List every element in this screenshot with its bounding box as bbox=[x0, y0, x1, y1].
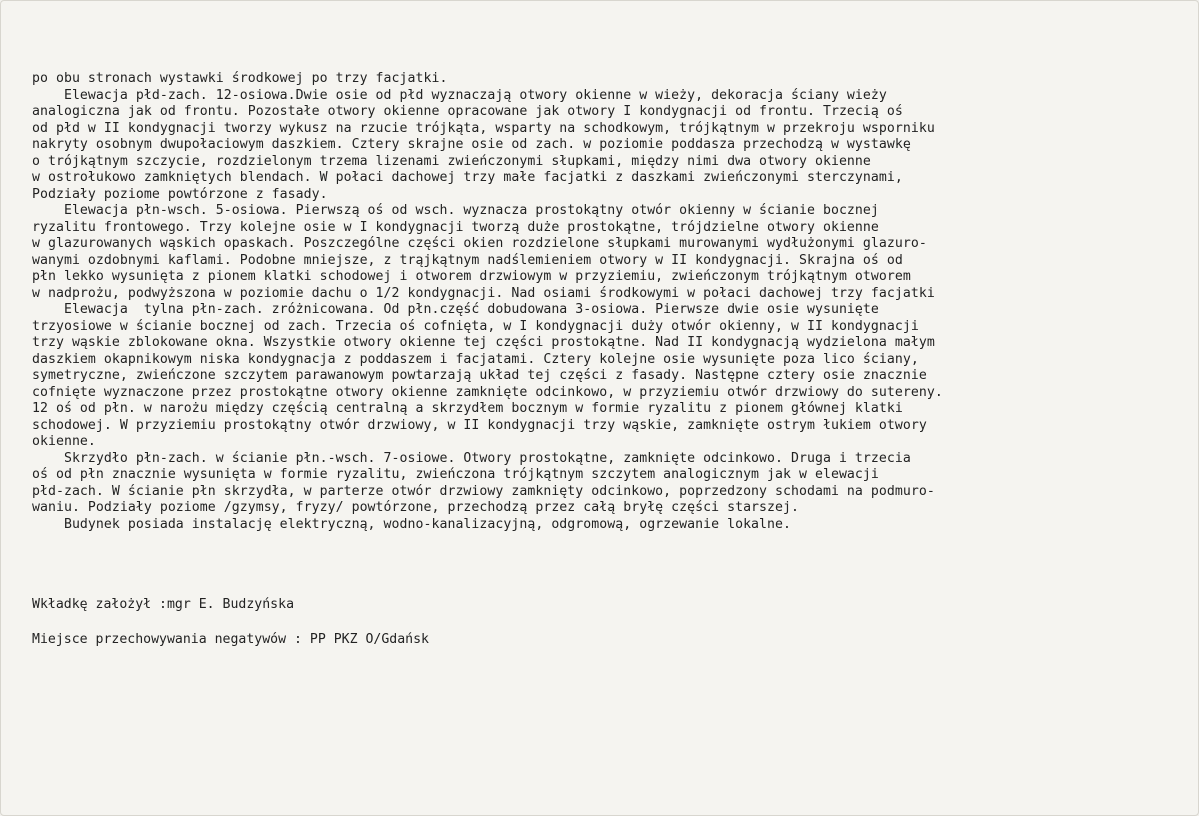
negatives-storage-line: Miejsce przechowywania negatywów : PP PKZ O/Gdańsk bbox=[32, 632, 429, 647]
text-line: Budynek posiada instalację elektryczną, wodno-kanalizacyjną, odgromową, ogrzewanie lokalne. bbox=[32, 516, 792, 532]
text-line: 12 oś od płn. w narożu między częścią centralną a skrzydłem bocznym w formie ryzalitu z pionem głównej klatki bbox=[32, 401, 903, 416]
text-line: od płd w II kondygnacji tworzy wykusz na rzucie trójkąta, wsparty na schodkowym, trójkątnym w przekroju wsporniku bbox=[32, 120, 935, 136]
text-line: ryzalitu frontowego. Trzy kolejne osie w I kondygnacji tworzą duże prostokątne, trójdzielne otwory okienne bbox=[32, 219, 879, 235]
text-line: płd-zach. W ścianie płn skrzydła, w parterze otwór drzwiowy zamknięty odcinkowo, poprzedzony schodami na podmuro- bbox=[32, 483, 935, 499]
text-line: Elewacja płn-wsch. 5-osiowa. Pierwszą oś od wsch. wyznacza prostokątny otwór okienny w ścianie bocznej bbox=[32, 203, 879, 218]
text-line: wanymi ozdobnymi kaflami. Podobne mniejsze, z trąjkątnym nadślemieniem otwory w II kondygnacji. Skrajna oś od bbox=[32, 252, 903, 268]
text-line: płn lekko wysunięta z pionem klatki schodowej i otworem drzwiowym w przyziemiu, zwieńczonym trójkątnym otworem bbox=[32, 269, 911, 284]
text-line: nakryty osobnym dwupołaciowym daszkiem. Cztery skrajne osie od zach. w poziomie poddasza przechodzą w wystawkę bbox=[32, 137, 911, 152]
description-text bbox=[32, 71, 1182, 533]
text-line: analogiczna jak od frontu. Pozostałe otwory okienne opracowane jak otwory I kondygnacji od frontu. Trzecią oś bbox=[32, 104, 903, 119]
text-line: oś od płn znacznie wysunięta w formie ryzalitu, zwieńczona trójkątnym szczytem analogicznym jak w elewacji bbox=[32, 467, 879, 482]
text-line: daszkiem okapnikowym niska kondygnacja z poddaszem i facjatami. Cztery kolejne osie wysunięte poza lico ściany, bbox=[32, 351, 919, 367]
text-line: Elewacja tylna płn-zach. zróżnicowana. Od płn.część dobudowana 3-osiowa. Pierwsze dwie osie wysunięte bbox=[32, 302, 879, 317]
text-line: Elewacja płd-zach. 12-osiowa.Dwie osie od płd wyznaczają otwory okienne w wieży, dekoracja ściany wieży bbox=[32, 87, 887, 103]
text-line: schodowej. W przyziemiu prostokątny otwór drzwiowy, w II kondygnacji trzy wąskie, zamknięte ostrym łukiem otwory bbox=[32, 417, 927, 433]
text-line: o trójkątnym szczycie, rozdzielonym trzema lizenami zwieńczonymi słupkami, między nimi dwa otwory okienne bbox=[32, 153, 871, 169]
text-line: cofnięte wyznaczone przez prostokątne otwory okienne zamknięte odcinkowo, w przyziemiu otwór drzwiowy do sutereny. bbox=[32, 384, 943, 400]
text-line: symetryczne, zwieńczone szczytem parawanowym powtarzają układ tej części z fasady. Następne cztery osie znacznie bbox=[32, 368, 927, 383]
text-line: okienne. bbox=[32, 434, 96, 449]
author-line: Wkładkę założył :mgr E. Budzyńska bbox=[32, 597, 295, 612]
text-line: Skrzydło płn-zach. w ścianie płn.-wsch. 7-osiowe. Otwory prostokątne, zamknięte odcinkowo. Druga i trzecia bbox=[32, 450, 911, 466]
text-line: trzyosiowe w ścianie bocznej od zach. Trzecia oś cofnięta, w I kondygnacji duży otwór okienny, w II kondygnacji bbox=[32, 318, 919, 334]
text-line: po obu stronach wystawki środkowej po trzy facjatki. bbox=[32, 71, 448, 86]
text-line: w nadprożu, podwyższona w poziomie dachu o 1/2 kondygnacji. Nad osiami środkowymi w połaci dachowej trzy facjatki bbox=[32, 285, 935, 301]
text-line: trzy wąskie zblokowane okna. Wszystkie otwory okienne tej części prostokątne. Nad II kondygnacją wydzielona małym bbox=[32, 335, 935, 350]
text-line: waniu. Podziały poziome /gzymsy, fryzy/ powtórzone, przechodzą przez całą bryłę części starszej. bbox=[32, 500, 799, 515]
text-line: Podziały poziome powtórzone z fasady. bbox=[32, 186, 328, 202]
text-line: w glazurowanych wąskich opaskach. Poszczególne części okien rozdzielone słupkami murowanymi wydłużonymi glazuro- bbox=[32, 236, 927, 251]
text-line: w ostrołukowo zamkniętych blendach. W połaci dachowej trzy małe facjatki z daszkami zwieńczonymi sterczynami, bbox=[32, 170, 903, 185]
